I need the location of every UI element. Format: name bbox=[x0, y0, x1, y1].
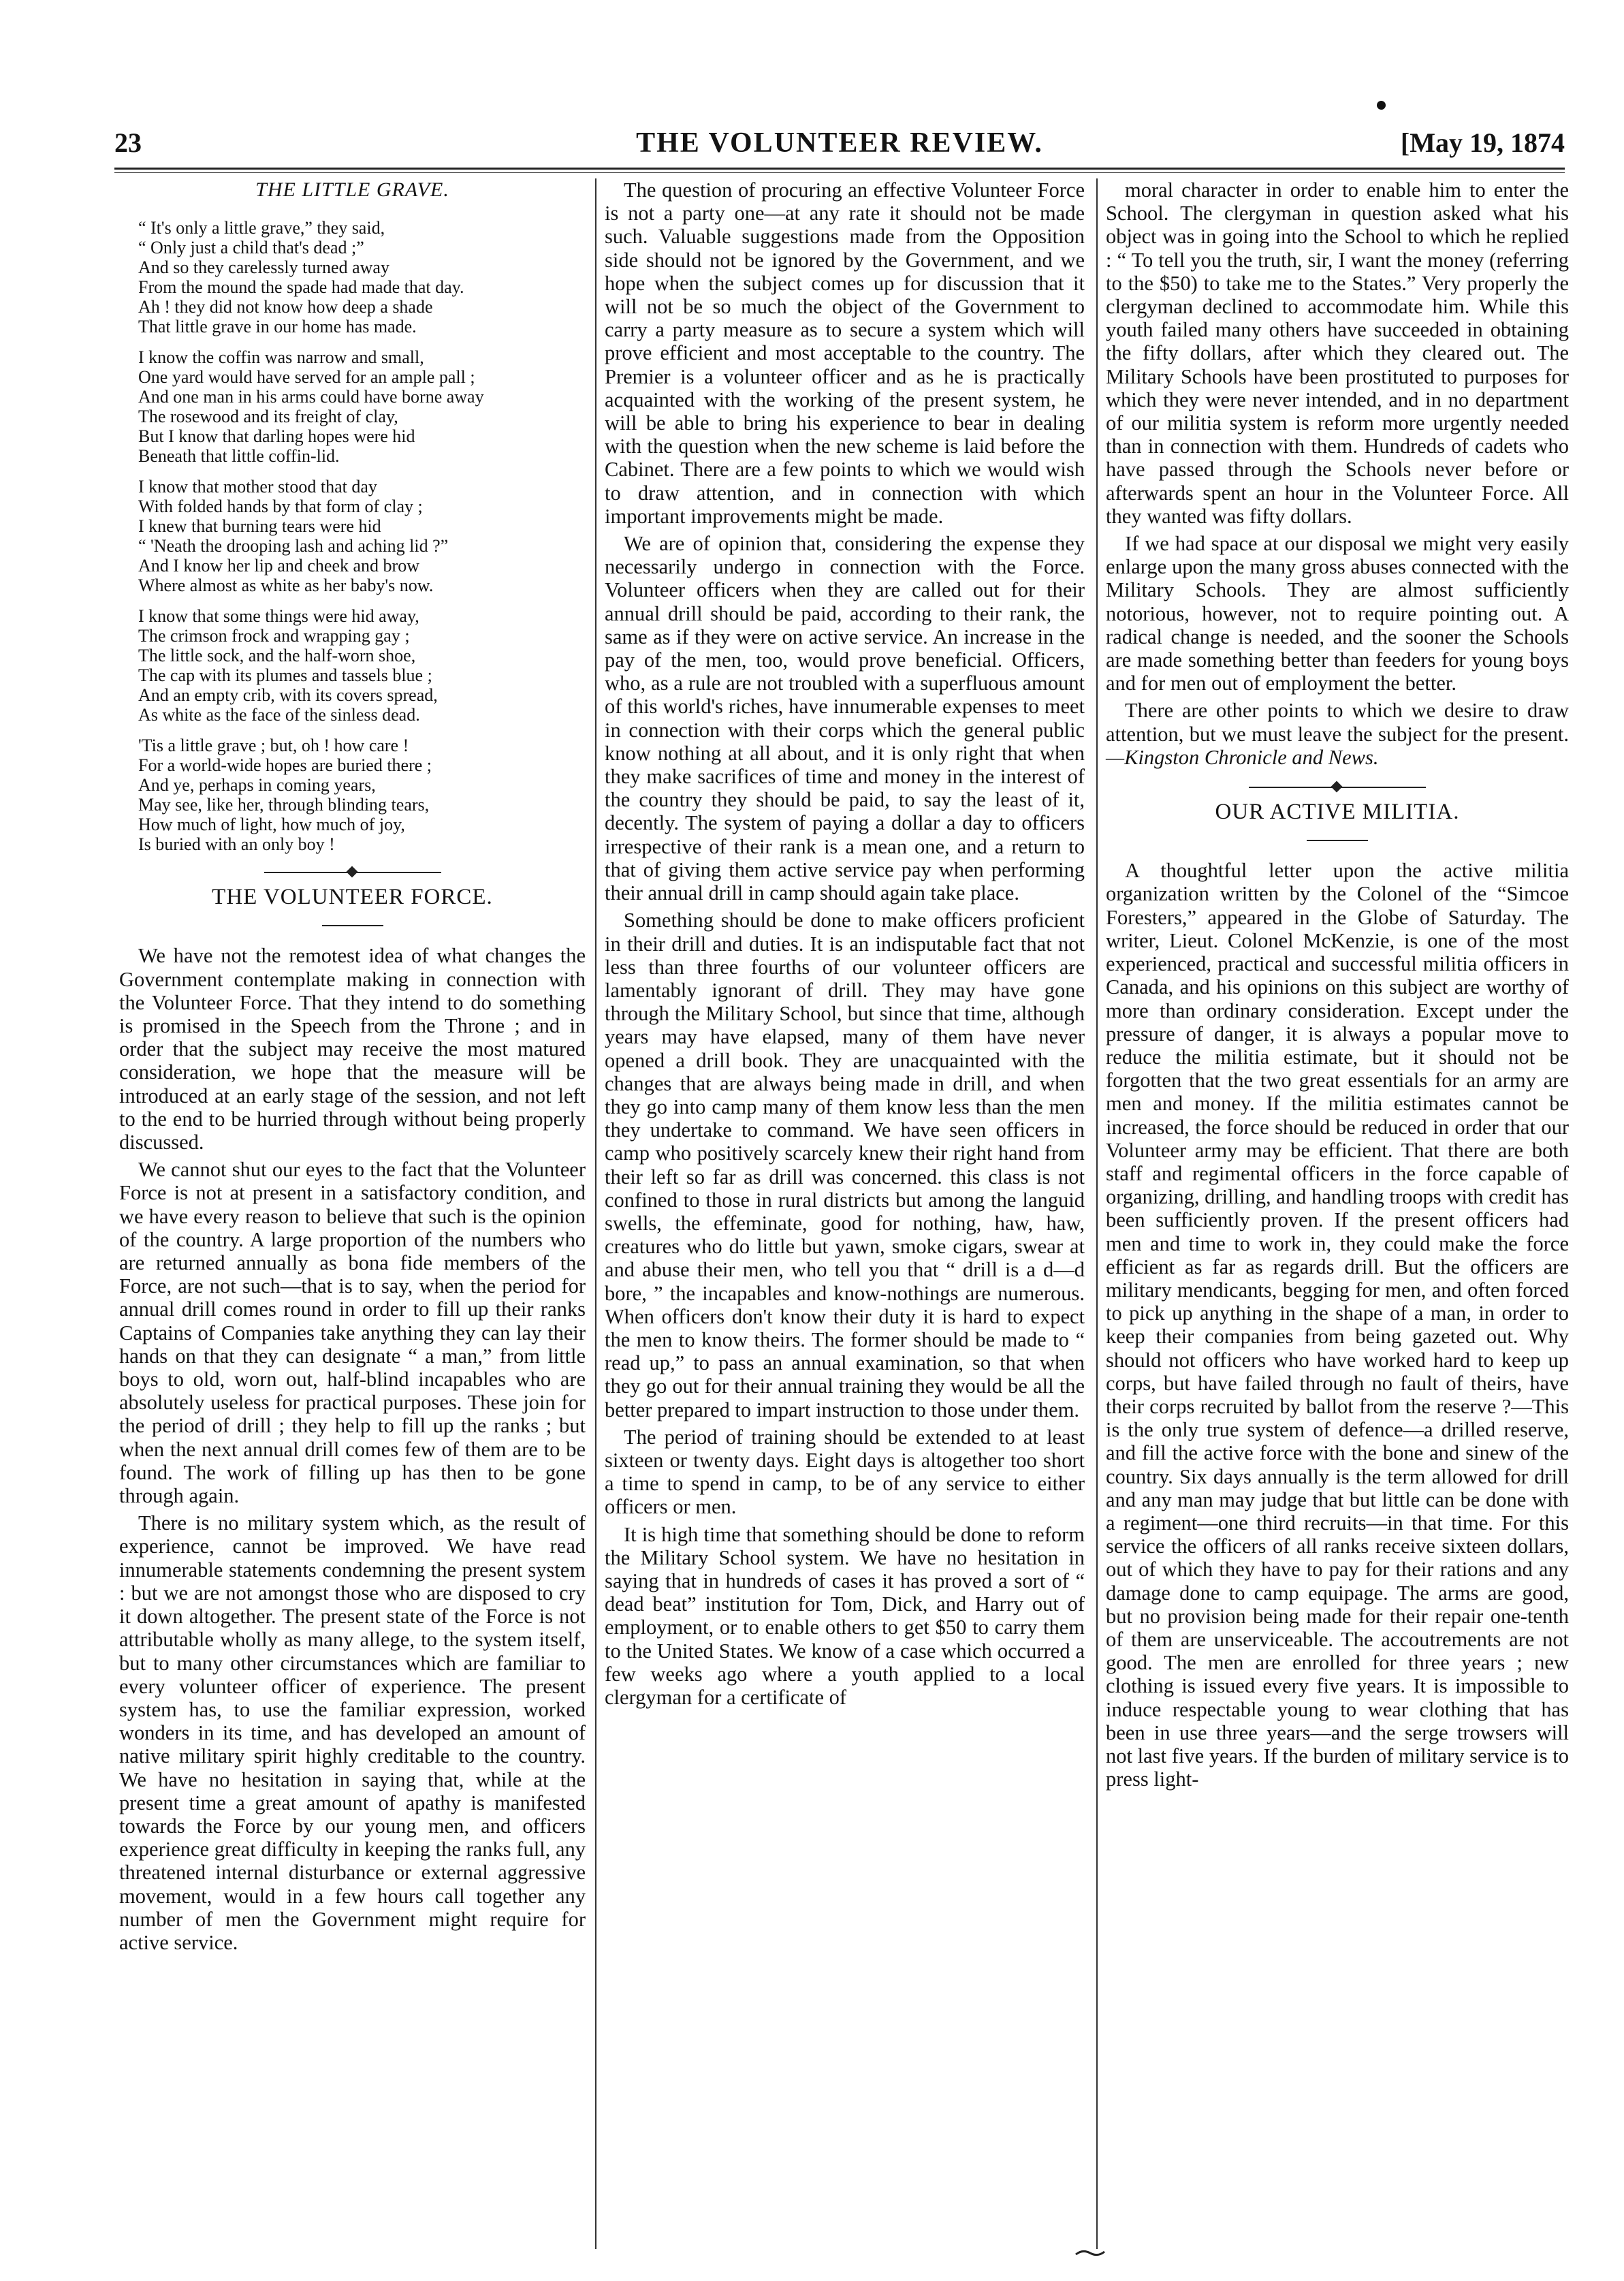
section-ornament bbox=[264, 866, 441, 879]
poem-line: And ye, perhaps in coming years, bbox=[138, 775, 376, 796]
poem-stanza bbox=[138, 218, 586, 336]
paragraph: It is high time that something should be done to reform the Military School system. We have no hesitation in saying that in hundreds of cases it has proved a sort of “ dead beat” institution for Tom, Dick, and Harry out of employment, or to enable others to get $50 to carry them to the United States. We know of a case which occurred a few weeks ago where a youth applied to a local clergyman for a certificate of bbox=[605, 1522, 1085, 1709]
poem-line: That little grave in our home has made. bbox=[138, 317, 417, 337]
poem-line: The cap with its plumes and tassels blue ; bbox=[138, 665, 432, 686]
article-title: OUR ACTIVE MILITIA. bbox=[1215, 800, 1460, 825]
column-divider bbox=[595, 178, 596, 2249]
poem-stanza bbox=[138, 606, 586, 725]
poem-stanza bbox=[138, 736, 586, 854]
source-signature: —Kingston Chronicle and News. bbox=[1106, 745, 1379, 769]
poem-line: And an empty crib, with its covers spread, bbox=[138, 685, 438, 706]
poem-line: 'Tis a little grave ; but, oh ! how care ! bbox=[138, 736, 409, 756]
paragraph: We cannot shut our eyes to the fact that the Volunteer Force is not at present in a satisfactory condition, and we have every reason to believe that such is the opinion of the country. A large proportion of the numbers who are returned annually as bona fide members of the Force, are not such—that is to say, when the period for annual drill comes round in order to fill up their ranks Captains of Companies take anything they can lay their hands on that they can designate “ a man,” from little boys to old, worn out, half-blind incapables who are absolutely useless for practical purposes. These join for the period of drill ; they help to fill up the ranks ; but when the next annual drill comes few of them are to be found. The work of filling up has then to be gone through again. bbox=[119, 1158, 586, 1508]
paragraph: The question of procuring an effective Volunteer Force is not a party one—at any rate it should not be made such. Valuable suggestions made from the Opposition side should not be ignored by the Government, and we hope when the subject comes up for discussion that it will not be so much the object of the Government to carry a party measure as to secure a system which will prove efficient and most acceptable to the country. The Premier is a volunteer officer and as he is practically acquainted with the working of the present system, he will be able to bring his experience to bear in dealing with the question when the new scheme is laid before the Cabinet. There are a few points to which we would wish to draw attention, and in connection with which important improvements might be made. bbox=[605, 178, 1085, 528]
page-number: 23 bbox=[114, 127, 142, 158]
poem-line: From the mound the spade had made that day. bbox=[138, 277, 464, 298]
poem-line: And so they carelessly turned away bbox=[138, 257, 389, 278]
poem-line: With folded hands by that form of clay ; bbox=[138, 497, 423, 517]
column-divider bbox=[1096, 178, 1098, 2249]
poem-line: One yard would have served for an ample pall ; bbox=[138, 367, 475, 388]
poem-line: “ It's only a little grave,” they said, bbox=[138, 218, 385, 238]
column-1 bbox=[119, 178, 586, 1958]
poem-stanza bbox=[138, 347, 586, 466]
poem-line: “ 'Neath the drooping lash and aching lid ?” bbox=[138, 536, 449, 556]
title-rule bbox=[322, 925, 383, 926]
paragraph: We have not the remotest idea of what changes the Government contemplate making in connection with the Volunteer Force. That they intend to do something is promised in the Speech from the Throne ; and in order that the subject may receive the most matured consideration, we hope that the measure will be introduced at an early stage of the session, and not left to the end to be hurried through without being properly discussed. bbox=[119, 944, 586, 1154]
poem-stanza bbox=[138, 477, 586, 595]
paragraph: If we had space at our disposal we might very easily enlarge upon the many gross abuses connected with the Military Schools. They are almost sufficiently notorious, however, not to require pointing out. A radical change is needed, and the sooner the Schools are made something better than feeders for young boys and for men out of employment the better. bbox=[1106, 532, 1569, 695]
poem-line: I know that some things were hid away, bbox=[138, 606, 419, 627]
poem-line: “ Only just a child that's dead ;” bbox=[138, 238, 364, 258]
section-ornament bbox=[1249, 781, 1426, 793]
title-rule bbox=[1307, 840, 1368, 841]
paragraph: A thoughtful letter upon the active militia organization written by the Colonel of the “Simcoe Foresters,” appeared in the Globe of Saturday. The writer, Lieut. Colonel McKenzie, is one of the most experienced, practical and successful militia officers in Canada, and his opinions on this subject are worthy of more than ordinary consideration. Except under the pressure of danger, it is always a popular move to reduce the militia estimate, but it should not be forgotten that the two great essentials for an army are men and money. If the militia estimates cannot be increased, the force should be reduced in order that our Volunteer army may be efficient. That there are both staff and regimental officers in the force capable of organizing, drilling, and handling troops with credit has been sufficiently proven. If the present officers had men and time to work in, they could make the force efficient as far as regards drill. But the officers are military mendicants, begging for men, and often forced to pick up anything in the shape of a man, in order to keep their companies from being gazeted out. Why should not officers who have worked hard to keep up corps, but have failed through no fault of theirs, have their corps recruited by ballot from the reserve ?—This is the only true system of defence—a drilled reserve, and fill the active force with the bone and sinew of the country. Six days annually is the term allowed for drill and any man may judge that but little can be done with a regiment—one third recruits—in that time. For this service the officers of all ranks receive sixteen dollars, out of which they have to pay for their rations and any damage done to camp equipage. The arms are good, but no provision being made for their repair one-tenth of them are unserviceable. The accoutrements are not good. The men are enrolled for three years ; new clothing is issued every five years. It is impossible to induce respectable young to wear clothing that has been in use three years—and the serge trowsers will not last five years. If the burden of military service is to press light- bbox=[1106, 859, 1569, 1791]
ink-dot bbox=[1377, 101, 1386, 110]
printer-mark bbox=[1074, 2248, 1106, 2257]
poem-line: May see, like her, through blinding tears, bbox=[138, 795, 430, 815]
poem-line: The little sock, and the half-worn shoe, bbox=[138, 646, 416, 666]
poem-line: The crimson frock and wrapping gay ; bbox=[138, 626, 410, 646]
paragraph: There is no military system which, as the result of experience, cannot be improved. We have read innumerable statements condemning the present system : but we are not amongst those who are disposed to cry it down altogether. The present state of the Force is not attributable wholly as many allege, to the system itself, but to many other circumstances which are familiar to every volunteer officer of experience. The present system has, to use the familiar expression, worked wonders in its time, and has developed an amount of native military spirit highly creditable to the country. We have no hesitation in saying that, while at the present time a great amount of apathy is manifested towards the Force by our young men, and officers experience great difficulty in keeping the ranks full, any threatened internal disturbance or external aggressive movement, would in a few hours call together any number of men the Government might require for active service. bbox=[119, 1511, 586, 1954]
paragraph: moral character in order to enable him to enter the School. The clergyman in question asked what his object was in going into the School to which he replied : “ To tell you the truth, sir, I want the money (referring to the $50) to take me to the States.” Very properly the clergyman declined to accommodate him. While this youth failed many others have succeeded in obtaining the fifty dollars, after which they cleared out. The Military Schools have been prostituted to purposes for which they were never intended, and in no department of our militia system is reform more urgently needed than in connection with them. Hundreds of cadets who have passed through the Schools never before or afterwards spent an hour in the Volunteer Force. All they wanted was fifty dollars. bbox=[1106, 178, 1569, 528]
paragraph: The period of training should be extended to at least sixteen or twenty days. Eight days is altogether too short a time to spend in camp, to be of any service to either officers or men. bbox=[605, 1425, 1085, 1519]
column-3 bbox=[1106, 178, 1569, 1795]
article-title: THE VOLUNTEER FORCE. bbox=[212, 885, 493, 910]
poem-line: I know the coffin was narrow and small, bbox=[138, 347, 424, 368]
header-rule bbox=[114, 168, 1565, 170]
paragraph: Something should be done to make officers proficient in their drill and duties. It is an indisputable fact that not less than three fourths of our volunteer officers are lamentably ignorant of drill. They may have gone through the Military School, but since that time, although years may have elapsed, many of them have never opened a drill book. They are unacquainted with the changes that are always being made in drill, and when they go into camp many of them know less than the men they undertake to command. We have seen officers in camp who positively scarcely knew their right hand from their left so far as drill was concerned. this class is not confined to those in rural districts but among the languid swells, the effeminate, good for nothing, haw, haw, creatures who do little but yawn, smoke cigars, swear at and abuse their men, who tell you that “ drill is a d—d bore, ” the incapables and know-nothings are numerous. When officers don't know their duty it is hard to expect the men to know theirs. The former should be made to “ read up,” to pass an annual examination, so that when they go out for their annual training they would be all the better prepared to impart instruction to those under them. bbox=[605, 909, 1085, 1421]
poem-line: The rosewood and its freight of clay, bbox=[138, 407, 398, 427]
paragraph: We are of opinion that, considering the expense they necessarily undergo in connection with the Force. Volunteer officers when they are called out for their annual drill should be paid, according to their rank, the same as if they were on active service. An increase in the pay of the men, too, would prove beneficial. Officers, who, as a rule are not troubled with a superfluous amount of this world's riches, have innumerable expenses to meet in connection with their corps which the general public know nothing at all about, and it is only right that when they make sacrifices of time and money in the interest of the country they should be paid, to say the least of it, decently. The system of paying a dollar a day to officers irrespective of their rank is a mean one, and a return to that of giving them active service pay when performing their annual drill in camp should again take place. bbox=[605, 532, 1085, 905]
poem-line: Beneath that little coffin-lid. bbox=[138, 446, 340, 467]
poem-title: THE LITTLE GRAVE. bbox=[255, 178, 449, 201]
page-header bbox=[114, 127, 1565, 168]
poem-line: How much of light, how much of joy, bbox=[138, 815, 405, 835]
column-2 bbox=[605, 178, 1085, 1713]
paragraph bbox=[1106, 699, 1569, 769]
paragraph-text: There are other points to which we desire to draw attention, but we must leave the subject for the present. bbox=[1106, 699, 1569, 746]
poem bbox=[119, 218, 586, 854]
poem-line: As white as the face of the sinless dead. bbox=[138, 705, 420, 725]
poem-line: I know that mother stood that day bbox=[138, 477, 377, 497]
poem-line: Where almost as white as her baby's now. bbox=[138, 576, 434, 596]
poem-line: For a world-wide hopes are buried there ; bbox=[138, 755, 432, 776]
header-rule-thin bbox=[114, 172, 1565, 173]
issue-date: [May 19, 1874 bbox=[1400, 127, 1565, 158]
poem-line: And one man in his arms could have borne away bbox=[138, 387, 484, 407]
poem-line: I knew that burning tears were hid bbox=[138, 516, 381, 537]
publication-title: THE VOLUNTEER REVIEW. bbox=[636, 127, 1043, 159]
poem-line: And I know her lip and cheek and brow bbox=[138, 556, 419, 576]
poem-line: But I know that darling hopes were hid bbox=[138, 426, 415, 447]
poem-line: Is buried with an only boy ! bbox=[138, 834, 335, 855]
poem-line: Ah ! they did not know how deep a shade bbox=[138, 297, 433, 317]
